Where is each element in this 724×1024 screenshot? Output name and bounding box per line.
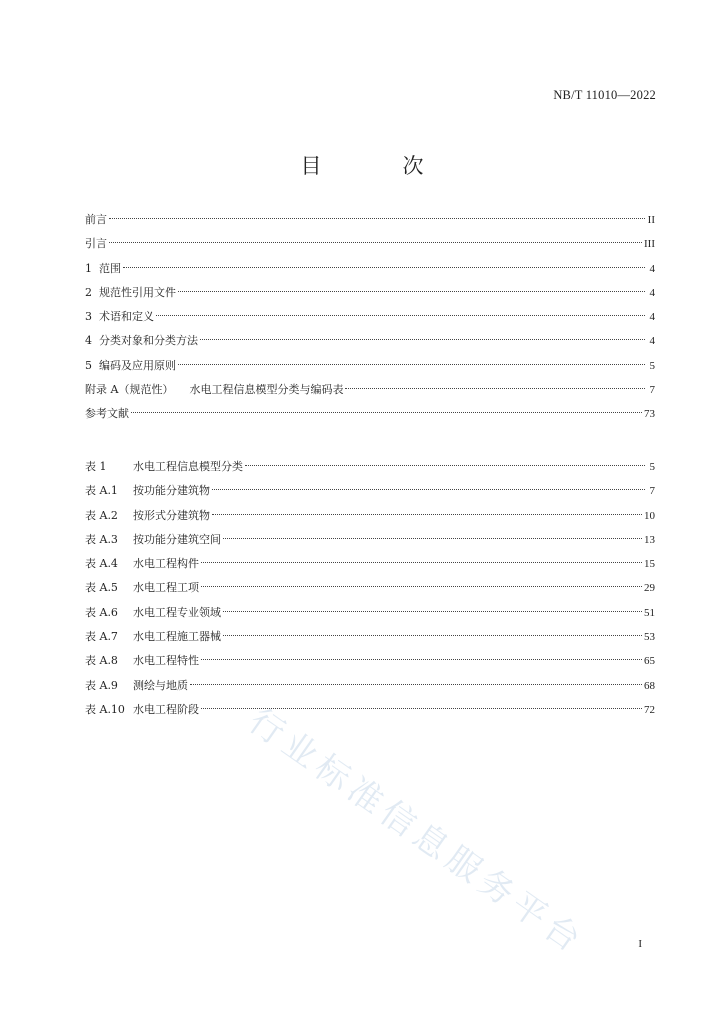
entry-page-number: 73	[644, 408, 655, 421]
dot-leader	[178, 364, 645, 365]
page-title: 目 次	[300, 154, 454, 178]
table-list-entry[interactable]	[85, 649, 655, 673]
dot-leader	[200, 339, 645, 340]
entry-page-number: 4	[649, 311, 655, 324]
entry-page-number: 15	[644, 558, 655, 571]
table-list-entry[interactable]	[85, 479, 655, 503]
entry-label: 按功能分建筑空间	[133, 532, 221, 546]
table-list-entry[interactable]	[85, 698, 655, 722]
entry-number: 5	[85, 358, 92, 372]
entry-label: 前言	[85, 213, 107, 226]
entry-number: 表 A.1	[85, 484, 118, 498]
toc-entry[interactable]	[85, 257, 655, 281]
entry-number: 附录 A（规范性）	[85, 383, 174, 397]
table-list-entry[interactable]	[85, 504, 655, 528]
toc-entry[interactable]	[85, 329, 655, 353]
dot-leader	[212, 514, 642, 515]
entry-page-number: 4	[649, 335, 655, 348]
dot-leader	[223, 611, 642, 612]
entry-page-number: 5	[649, 359, 655, 372]
entry-label: 按功能分建筑物	[133, 484, 210, 498]
dot-leader	[131, 412, 642, 413]
entry-number: 4	[85, 334, 92, 348]
entry-page-number: 29	[644, 582, 655, 595]
entry-number: 表 A.9	[85, 678, 118, 692]
entry-page-number: 4	[649, 262, 655, 275]
entry-label: 分类对象和分类方法	[99, 334, 198, 348]
table-of-contents	[85, 208, 655, 427]
entry-label: 水电工程信息模型分类	[133, 460, 243, 473]
dot-leader	[201, 659, 642, 660]
entry-page-number: 68	[644, 679, 655, 692]
entry-label: 水电工程施工器械	[133, 630, 221, 644]
dot-leader	[201, 708, 642, 709]
table-list-entry[interactable]	[85, 455, 655, 479]
entry-number: 1	[85, 261, 92, 275]
entry-page-number: 4	[649, 286, 655, 299]
entry-label: 水电工程构件	[133, 557, 199, 571]
entry-number: 表 A.2	[85, 508, 118, 522]
entry-label: 水电工程信息模型分类与编码表	[189, 383, 344, 397]
entry-page-number: 51	[644, 606, 655, 619]
entry-page-number: 53	[644, 631, 655, 644]
dot-leader	[212, 489, 645, 490]
toc-entry[interactable]	[85, 208, 655, 232]
list-of-tables	[85, 455, 655, 722]
entry-number: 表 1	[85, 460, 107, 473]
dot-leader	[190, 684, 642, 685]
entry-page-number: 7	[649, 384, 655, 397]
entry-page-number: 10	[644, 509, 655, 522]
table-list-entry[interactable]	[85, 552, 655, 576]
entry-page-number: III	[644, 238, 655, 251]
table-list-entry[interactable]	[85, 601, 655, 625]
entry-page-number: 65	[644, 655, 655, 668]
entry-page-number: 5	[649, 461, 655, 473]
entry-number: 3	[85, 310, 92, 324]
dot-leader	[345, 388, 645, 389]
dot-leader	[178, 291, 645, 292]
entry-number: 2	[85, 285, 92, 299]
dot-leader	[201, 562, 642, 563]
toc-entry[interactable]	[85, 402, 655, 426]
entry-label: 范围	[99, 261, 121, 275]
entry-number: 表 A.8	[85, 654, 118, 668]
entry-page-number: 7	[649, 485, 655, 498]
toc-entry[interactable]	[85, 281, 655, 305]
entry-label: 参考文献	[85, 407, 129, 421]
entry-page-number: 72	[644, 703, 655, 716]
dot-leader	[245, 465, 645, 466]
table-list-entry[interactable]	[85, 625, 655, 649]
entry-label: 引言	[85, 237, 107, 251]
entry-label: 水电工程工项	[133, 581, 199, 595]
entry-label: 水电工程特性	[133, 654, 199, 668]
entry-label: 术语和定义	[99, 310, 154, 324]
entry-page-number: 13	[644, 533, 655, 546]
toc-entry[interactable]	[85, 378, 655, 402]
entry-page-number: II	[647, 214, 655, 226]
entry-number: 表 A.3	[85, 532, 118, 546]
dot-leader	[223, 538, 642, 539]
table-list-entry[interactable]	[85, 674, 655, 698]
dot-leader	[223, 635, 642, 636]
table-list-entry[interactable]	[85, 528, 655, 552]
table-list-entry[interactable]	[85, 576, 655, 600]
entry-label: 规范性引用文件	[99, 285, 176, 299]
entry-number: 表 A.6	[85, 605, 118, 619]
dot-leader	[123, 267, 645, 268]
toc-entry[interactable]	[85, 354, 655, 378]
entry-label: 按形式分建筑物	[133, 508, 210, 522]
entry-label: 水电工程阶段	[133, 702, 199, 716]
entry-label: 编码及应用原则	[99, 358, 176, 372]
entry-label: 测绘与地质	[133, 678, 188, 692]
dot-leader	[201, 586, 642, 587]
toc-entry[interactable]	[85, 232, 655, 256]
page-number: I	[638, 938, 642, 950]
entry-number: 表 A.5	[85, 581, 118, 595]
entry-label: 水电工程专业领域	[133, 605, 221, 619]
dot-leader	[156, 315, 645, 316]
entry-number: 表 A.4	[85, 557, 118, 571]
dot-leader	[109, 218, 645, 219]
standard-code: NB/T 11010—2022	[553, 88, 656, 102]
dot-leader	[109, 242, 642, 243]
entry-number: 表 A.10	[85, 702, 125, 716]
watermark: 行业标准信息服务平台	[241, 700, 593, 964]
toc-entry[interactable]	[85, 305, 655, 329]
entry-number: 表 A.7	[85, 630, 118, 644]
